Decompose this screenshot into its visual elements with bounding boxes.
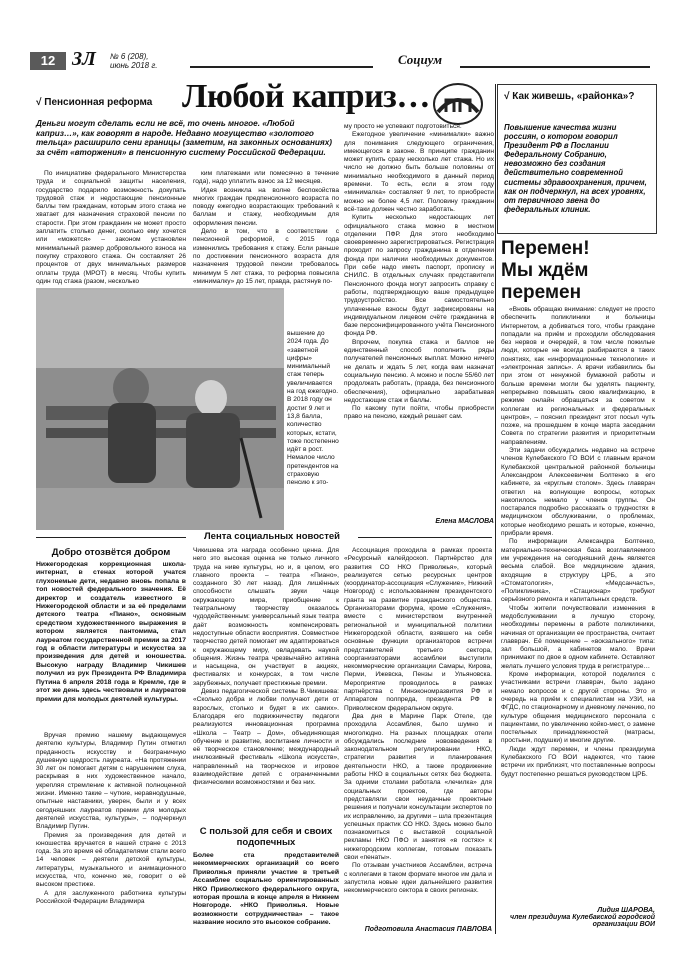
news-section-title: Лента социальных новостей <box>204 531 340 542</box>
elderly-women-on-bench-photo <box>36 288 284 530</box>
article-col2-text: ким платежами или помесячно в течение года), надо уплатить взнос за 12 месяцев. <box>193 170 339 186</box>
sidebar-p4: Чтобы жители почувствовали изменения в медобслуживании в лучшую сторону, необходимы перемены в работе поликлиники, начиная от организации ее пространства, считает главврач. Её помещение – «вокзального» типа: зал большой, а кабинетов мало. Врачи принимают по двое в одном кабинете. Оставляют желать лучшего условия труда в регистратуре… <box>501 604 655 670</box>
article-col2d-text: вышение до 2024 года. До «заветной цифры» минимальный стаж теперь увеличивается на год ежегодно. В 2018 году он достиг 9 лет и 13,8 балла, количество которых, кстати, тоже постепенно идёт в рост. Немалое число претендентов на страховую пенсию к это- <box>287 330 339 487</box>
sidebar-title-line2: Мы ждём <box>501 260 589 281</box>
news-a1-col2 <box>193 547 339 822</box>
news-a1-p1: Вручая премию нашему выдающемуся деятелю культуры, Владимир Путин отметил преданность искусству и безграничную душевную щедрость лауреата. «На протяжении 30 лет он помогает детям с нарушением слуха, раскрывая в них художественное начало, укрепляя стремление к активной полноценной жизни. Именно такие – чуткие, неравнодушные, опытные наставники, уверен, были и у всех сегодняшних лауреатов премии для молодых деятелей искусства, культуры», – подчеркнул Владимир Путин. <box>36 732 186 831</box>
news-rule-left <box>36 537 186 538</box>
news-a2-col3 <box>344 547 492 927</box>
news-a1-col2-text: Чикишева эта награда особенно ценна. Для него это высокая оценка не только личного труда на ниве культуры, но и, в целом, его главного проекта – театра «Пиано», созданного 30 лет назад. Для лишённых способности слышать звуки чаще окружающего мира, приобщение к театральному творчеству оказалось чудодейственным: универсальный язык театра даёт возможность компенсировать недоступные области восприятия. Совместное творчество детей помогает им адаптироваться к окружающему миру, овладевать наукой общения. Жизнь театра чрезвычайно активна и насыщена, он участвует в акциях, фестивалях и конкурсах, в том числе зарубежных, получает престижные премии. <box>193 547 339 687</box>
news-a1-lead: Нижегородская коррекционная школа-интернат, в стенах которой учатся глухонемые дети, недавно вновь попала в топ новостей федерального значения. Её директор и создатель известного в Нижегородской области и за её пределами детского театра «Пиано», основным средством художественного выражения в котором является пантомима, стал лауреатом государственной премии за 2017 год в области литературы и искусства за произведения для детей и юношества. Высокую награду Владимир Чикишев получил из рук Президента РФ Владимира Путина 6 апреля 2018 года в Кремле, где в этот же день здесь чествовали и лауреатов премии для молодых деятелей культуры. <box>36 561 186 703</box>
news-a2-title-line1: С пользой для себя и своих <box>199 826 333 837</box>
sidebar-p6: Люди ждут перемен, и члены президиума Кулебакского ГО ВОИ надеются, что такие встречи их приблизят, что поставленные вопросы будут постепенно решаться руководством ЦРБ. <box>501 745 655 778</box>
article-signature: Елена МАСЛОВА <box>435 518 494 525</box>
page-number: 12 <box>30 52 66 70</box>
sidebar-p3: По информации Александра Болтенко, материально-техническая база возглавляемого им учреждения на сегодняшний день является весьма слабой. Все медицинские здания, входящие в структуру ЦРБ, а это «Стоматология», «Медсанчасть», «Поликлиника», «Стационар» требуют серьёзного ремонта и капитальных средств. <box>501 538 655 604</box>
issue-number: № 6 (208), <box>110 52 149 61</box>
article-col1 <box>36 170 186 290</box>
article-col3-text: му просто не успевают подготовиться. <box>344 123 462 130</box>
article-title: Любой каприз… <box>182 78 430 115</box>
news-a2-col3b-text: Два дня в Марине Парк Отеле, где проходила Ассамблея, было шумно и многолюдно. На разных площадках отели обсуждались последние нововведения в законодательном регулировании НКО, стратегии развития и планирования деятельности НКО, а также продвижение работы НКО в социальных сетях без бюджета. За одними столами работала «лечилка» для социальных проектов, где авторы представляли свои неудачные проектные решения и получали консультации экспертов по их исправлению, за другими – шла презентация успешных практик СО НКО. Здесь можно было познакомиться с выставкой социальной рекламы НКО ПФО и занятия «в гостях» к нижегородским коллегам, готовым показать свои «пенаты». <box>344 712 492 861</box>
news-a2-col3c-text: По отзывам участников Ассамблеи, встреча с коллегами в таком формате многое им дала и запустила новые идеи дальнейшего развития некоммерческого сектора в своих регионах. <box>344 862 492 895</box>
sidebar-kicker: √ Как живешь, «районка»? <box>504 91 635 102</box>
article-col3d-text: Впрочем, покупка стажа и баллов не единственный способ пополнить ряды получателей пенсионных выплат. Можно ничего не делать и ждать 5 лет, когда вам назначат социальную пенсию. А можно и после 55/60 лет продолжать работать, (правда, без пенсионного обеспечения), официально зарабатывая недостающие стаж и баллы. <box>344 338 494 404</box>
news-rule-right <box>358 537 492 538</box>
article-col2-wrap <box>287 330 339 530</box>
article-col3c-text: Купить несколько недостающих лет официального стажа можно в местном отделении ПФР. Для этого необходимо своевременно зарегистрироваться. Регистрация проходит по запросу гражданина в отделении фонда при наличии необходимых документов. При себе надо иметь паспорт, прописку и СНИЛС. В отдельных случаях представители Пенсионного фонда могут запросить справку с работы, подтверждающую ваше предыдущее трудоустройство. Все самостоятельно уплаченные взносы будут зафиксированы на индивидуальном лицевом счёте гражданина в базе персонифицированного учёта Пенсионного фонда РФ. <box>344 214 494 338</box>
header-rule <box>190 66 373 68</box>
pension-fund-logo <box>432 82 484 126</box>
sidebar-signature <box>501 907 655 928</box>
sidebar-signature-role: член президиума Кулебакской городской организации ВОИ <box>510 914 655 928</box>
sidebar-title <box>501 238 661 304</box>
news-a1-col2b-text: Девиз педагогической системы В.Чикишева: «Сколько добра и любви получают дети от взрослых, столько и будет в их самих». Благодаря его подвижничеству педагоги реализуются инновационная программа «Школа – Театр – Дом», объединяющая обучение и развитие, воспитание личности и её творческое становление; международный инклюзивный фестиваль «Школа искусств», направленный на творческое и игровое взаимодействие детей с ограниченными физическими возможностями и без них. <box>193 688 339 787</box>
news-a2-col3-text: Ассоциация проходила в рамках проекта «Ресурсный калейдоскоп. Партнёрство для развития СО НКО Приволжья», который реализуется сетью ресурсных центров (координатор-ассоциация «Служение», Нижний Новгород) с использованием президентского гранта на развитие гражданского общества. Организаторами форума, кроме «Служения», вместе с министерством внутренней региональной и муниципальной политики Нижегородской области, взявшего на себя основные функции организаторов встречи представителей третьего сектора, соорганизаторами ассамблеи выступили некоммерческие организации Самары, Кирова, Перми, Ижевска, Пензы и Ульяновска. Мероприятие проводилось в рамках партнёрства с Минэкономразвития РФ и Аппаратом полпреда, президента РФ в Приволжском федеральном округе. <box>344 547 492 712</box>
sidebar-divider <box>495 84 496 934</box>
article-col1-text: По инициативе федерального Министерства труда и социальной защиты населения, государство подарило возможность докупать трудовой стаж и недостающие пенсионные баллы тем гражданам, которым этого стажа не хватает для назначения страховой пенсии по старости. При этом гражданин не может просто заплатить столько денег, сколько ему хочется или «можется» – законом установлен минимальный размер добровольного взноса на покупку страхового стажа. Он составляет 26 процентов от двух минимальных размеров оплаты труда (МРОТ) в месяц. Чтобы купить один год стажа (разом, несколько <box>36 170 186 285</box>
news-a1-title: Добро отозвётся добром <box>51 547 171 558</box>
article-col3b-text: Ежегодное увеличение «минималки» важно для понимания следующего ограничения, имеющегося в законе. В принципе гражданин может купить сразу несколько лет стажа. Но их число не должно быть больше половины от минимально необходимого в данный период времени. То есть, если в этом году «минималка» составляет 9 лет, то приобрести можно не более 4,5 лет. Половину гражданин всё-таки должен честно заработать. <box>344 131 494 213</box>
sidebar-lead-box <box>497 84 657 234</box>
article-lead: Деньги могут сделать если не всё, то очень многое. «Любой каприз…», как говорят в народе. Недавно могущество «золотого тельца» расширило сени границы (заметим, на законных основаниях) за счёт «вторжения» в пенсионную систему Российской Федерации. <box>36 119 333 157</box>
news-a2-title <box>193 826 339 848</box>
article-col2c-text: Дело в том, что в соответствии с пенсионной реформой, с 2015 года изменились требования к стажу. Если раньше по достижении пенсионного возраста для назначения трудовой пенсии требовалось минимум 5 лет стажа, то реформа повысила «минималку» до 15 лет, правда, растянув по- <box>193 228 339 285</box>
rubric-title: Социум <box>397 52 443 67</box>
header-rule-right <box>460 66 650 68</box>
article-col2b-text: Идея возникла на волне беспокойства многих граждан предпенсионного возраста по поводу ежегодно возрастающих требований к баллам и стажу, необходимым для оформления пенсии. <box>193 186 339 227</box>
news-a2-lead: Более ста представителей некоммерческих организаций со всего Приволжья приняли участие в третьей Ассамблее социально ориентированных НКО Приволжского федерального округа, которая прошла в конце апреля в Нижнем Новгороде. «НКО Приволжья. Новые возможности сотрудничества» – такое название носило это высокое собрание. <box>193 852 339 927</box>
news-a2-signature: Подготовила Анастасия ПАВЛОВА <box>364 926 492 933</box>
article-col3 <box>344 123 494 523</box>
news-a1-p2: Премия за произведения для детей и юношества вручается в нашей стране с 2013 года. За это время её обладателями стали всего 14 человек – деятели детской культуры, литературы, музыкального и анимационного искусства, что, конечно же, говорит о её высоком престиже. <box>36 831 186 889</box>
sidebar-p1: «Вновь обращаю внимание: следует не просто обеспечить поликлиники и больницы Интернетом, а добиваться того, чтобы граждане попадали на приём и проходили обследования без нервов и очередей, в том числе пожилые люди, которые не всегда разбираются в таких понятиях, как «информационные технологии» и «электронная запись». А врачи избавились бы при этом от ненужной бумажной работы и больше времени могли бы уделять пациенту, непрерывно повышать свою квалификацию, в режиме онлайн обращаться за советом к коллегам из региональных и федеральных центров», – пояснил президент этот посыл чуть позже, на прошедшем в конце марта заседании Совета по стратегии развития и приоритетным направлениям. <box>501 306 655 446</box>
article-kicker: √ Пенсионная реформа <box>36 97 153 108</box>
news-a1-p3: А для заслуженного работника культуры Российской Федерации Владимира <box>36 889 186 905</box>
issue-date: июнь 2018 г. <box>110 61 158 70</box>
sidebar-title-line3: перемен <box>501 282 582 303</box>
news-a1-body <box>36 732 186 932</box>
sidebar-lead: Повышение качества жизни россиян, о котором говорил Президент РФ в Послании Федеральному Собранию, невозможно без создания действительно современной системы здравоохранения, причем, как он подчеркнул, на всех уровнях, от первичного звена до федеральных клиник. <box>504 123 647 214</box>
newspaper-logo: ЗЛ <box>72 48 96 70</box>
sidebar-title-line1: Перемен! <box>501 238 590 259</box>
sidebar-signature-name: Лидия ШАРОВА, <box>597 907 655 914</box>
article-col3e-text: По какому пути пойти, чтобы приобрести право на пенсию, каждый решает сам. <box>344 405 494 421</box>
sidebar-body <box>501 306 655 926</box>
news-a2-title-line2: подопечных <box>236 837 296 848</box>
photo-illustration <box>36 288 284 530</box>
sidebar-p5: Кроме информации, которой поделился с участниками встречи главврач, было задано немало вопросов и с другой стороны. Это и очередь на приём к специалистам на УЗИ, на ФГДС, по стационарному и дневному лечению, по культуре общения медицинского персонала с пациентами, по увеличению койко-мест, о замене постельных принадлежностей (матрасы, простыни, подушки) и многие другие. <box>501 671 655 745</box>
sidebar-p2: Эти задачи обсуждались недавно на встрече членов Кулебакского ГО ВОИ с главным врачом Кулебакской центральной районной больницы Александром Алексеевичем Болтенко в его кабинете, за «круглым столом». Здесь главврач ответил на волнующие вопросы, которых накопилось немало у членов группы. Он постарался подробно рассказать о трудностях в медицинском обслуживании, о проблемах, которые необходимо решать и которые, конечно, прибрали время. <box>501 447 655 538</box>
issue-info <box>110 52 190 70</box>
